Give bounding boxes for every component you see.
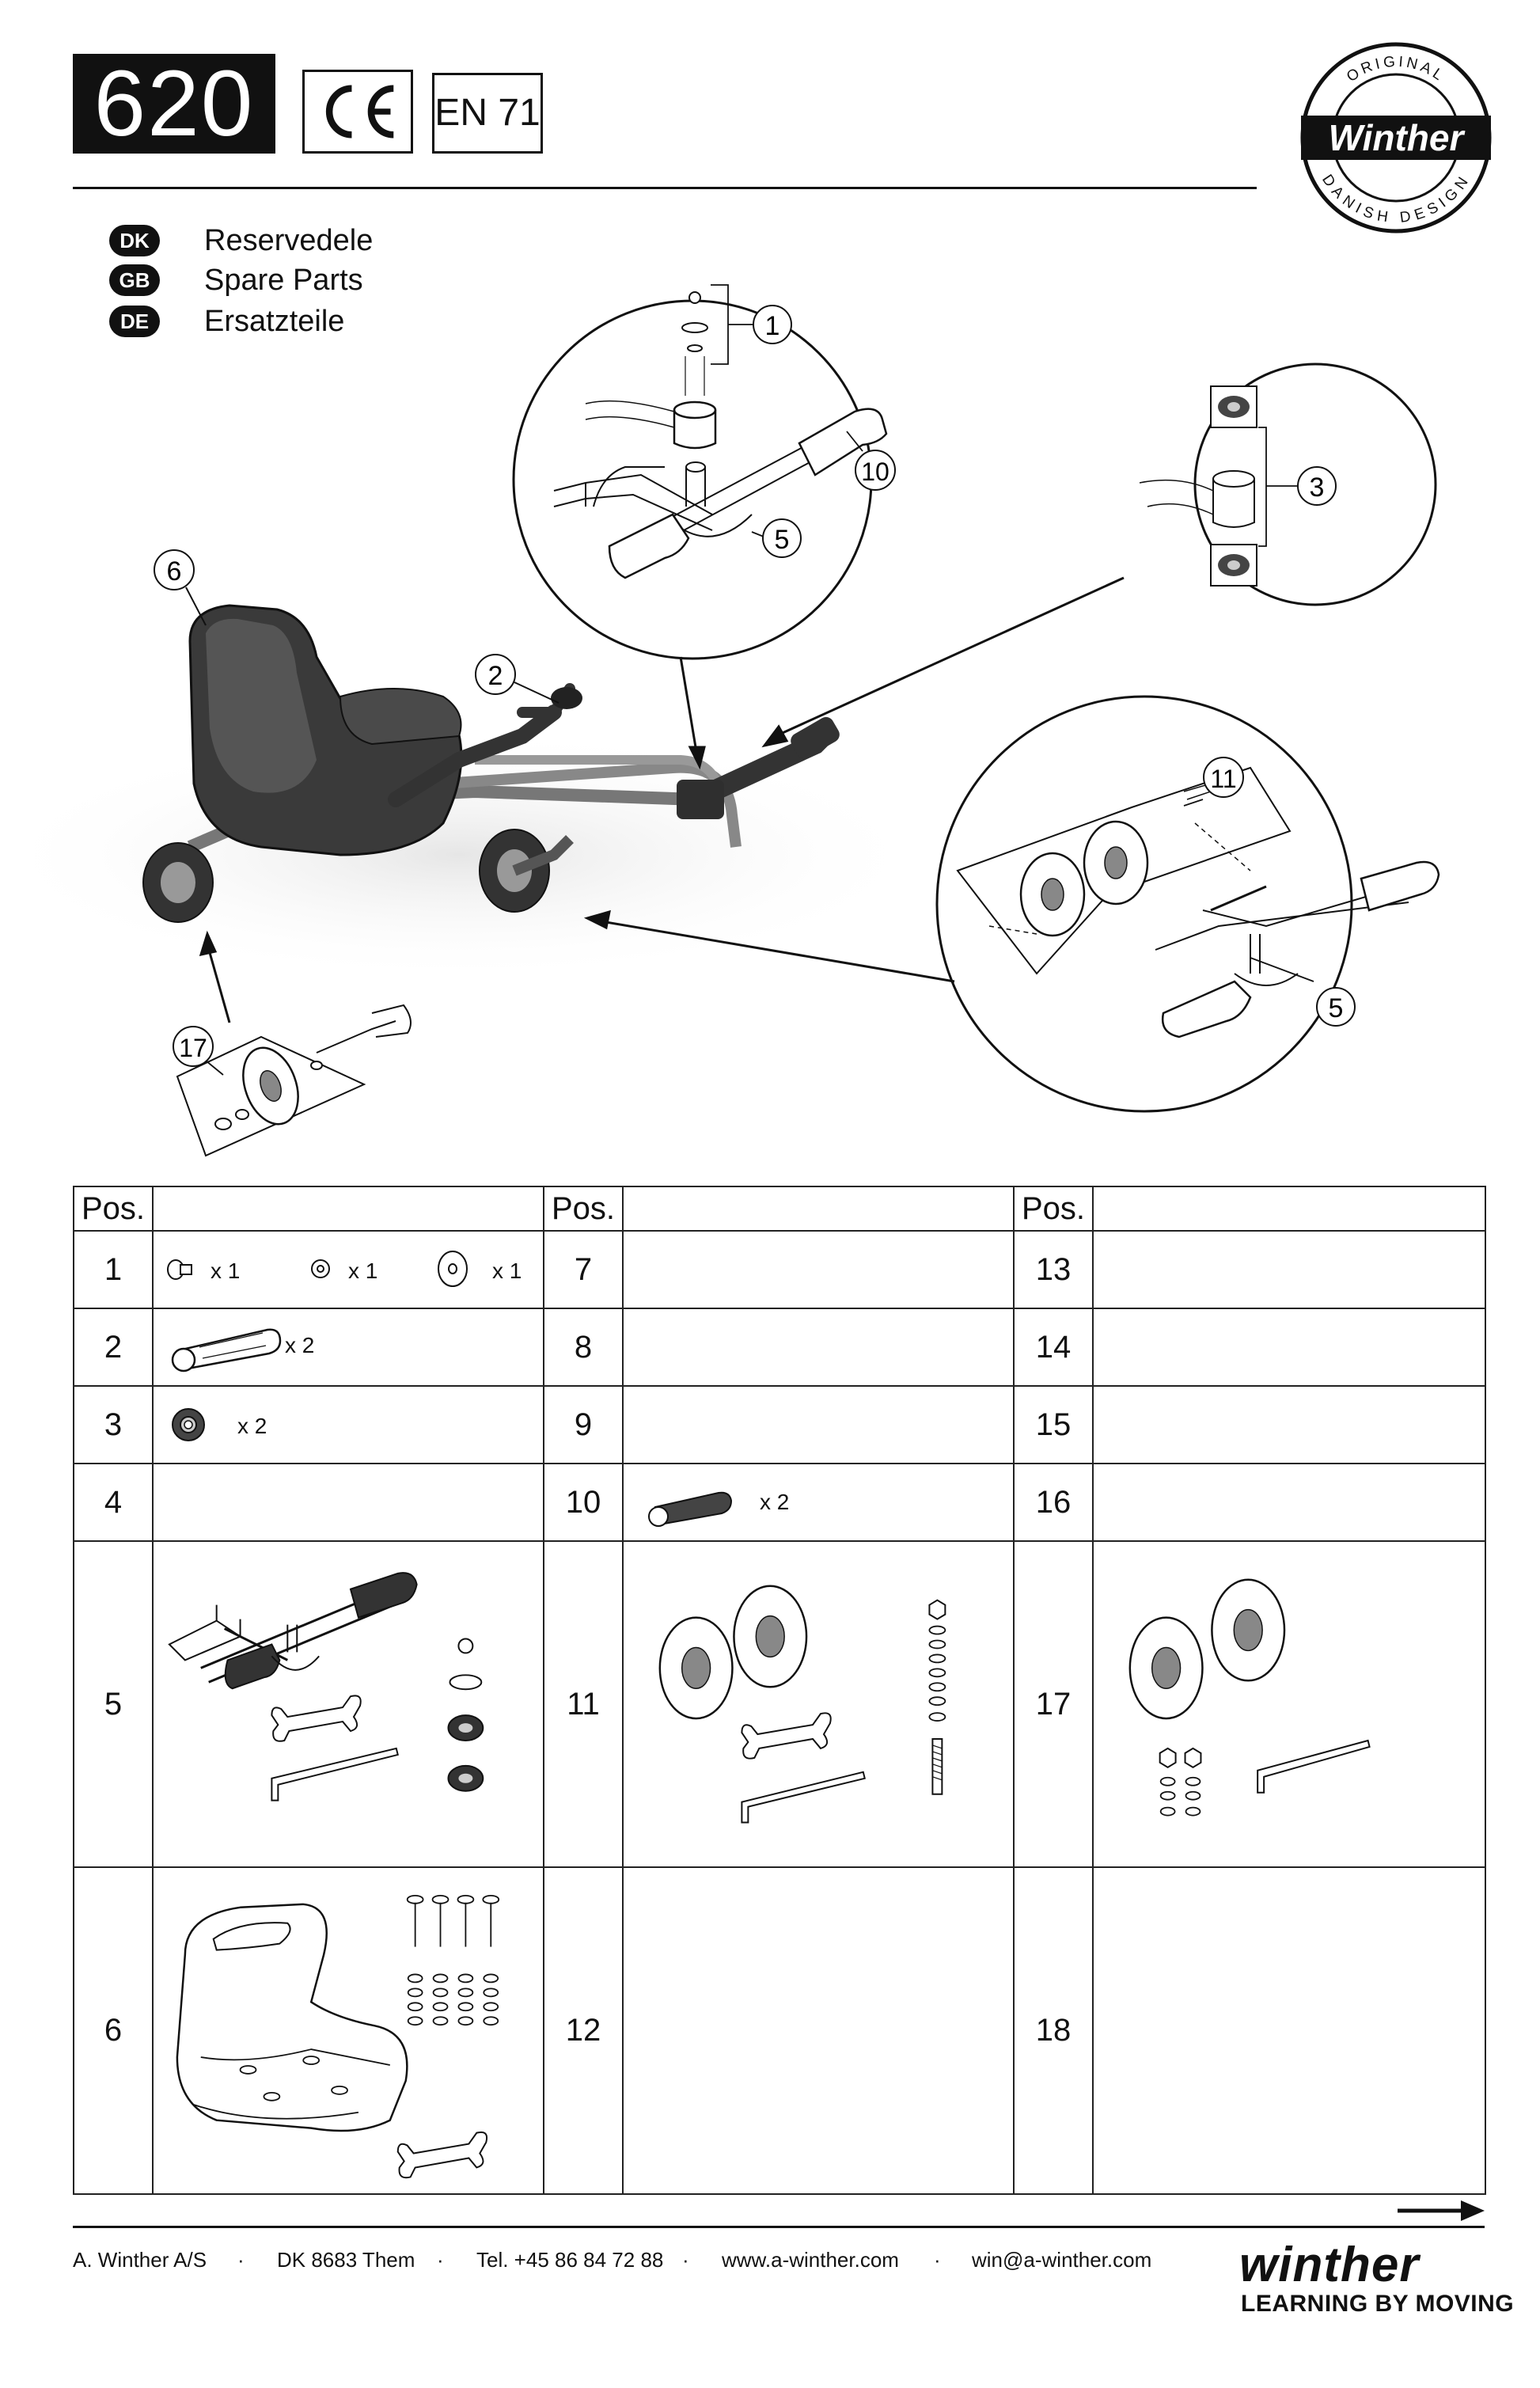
pos-number: 7 xyxy=(544,1231,623,1308)
detail-rear-wheel xyxy=(173,1005,411,1156)
part-14-cell xyxy=(1093,1308,1485,1386)
footer-phone: Tel. +45 86 84 72 88 xyxy=(476,2248,664,2272)
lang-label: Spare Parts xyxy=(204,263,363,297)
table-header-row xyxy=(74,1186,1485,1231)
svg-text:17: 17 xyxy=(179,1034,207,1062)
pos-header: Pos. xyxy=(544,1186,623,1231)
part-3-cell xyxy=(153,1386,544,1464)
handle-grip-icon xyxy=(168,1323,283,1372)
part-5-cell xyxy=(153,1541,544,1867)
model-number: 620 xyxy=(73,54,275,154)
floor-shadow xyxy=(0,728,934,981)
pos-header: Pos. xyxy=(1014,1186,1093,1231)
part-8-cell xyxy=(623,1308,1014,1386)
footer-website-link[interactable]: www.a-winther.com xyxy=(722,2248,899,2272)
qty-label: x 1 xyxy=(211,1259,241,1283)
footer-address: DK 8683 Them xyxy=(277,2248,415,2272)
svg-text:ORIGINAL xyxy=(1344,54,1448,85)
header-divider xyxy=(73,187,1257,189)
footer-divider xyxy=(73,2226,1485,2228)
pos-number: 12 xyxy=(544,1867,623,2193)
part-1-cell xyxy=(153,1231,544,1308)
qty-label: x 1 xyxy=(348,1259,378,1283)
svg-text:6: 6 xyxy=(166,556,182,587)
part-12-cell xyxy=(623,1867,1014,2193)
brand-logo: winther xyxy=(1239,2238,1420,2292)
seal-top-text: ORIGINAL xyxy=(1344,53,1449,86)
callout-2 xyxy=(476,655,559,703)
detail-circle-bearings xyxy=(1140,364,1436,605)
pos-number: 15 xyxy=(1014,1386,1093,1464)
screw-icon xyxy=(165,1255,196,1284)
part-15-cell xyxy=(1093,1386,1485,1464)
part-2-cell xyxy=(153,1308,544,1386)
handlebar-grip-icon xyxy=(646,1486,734,1528)
pos-number: 18 xyxy=(1014,1867,1093,2193)
rear-wheel-kit-icon xyxy=(1094,1542,1485,1866)
ce-mark-icon xyxy=(305,72,411,151)
ce-mark xyxy=(302,70,413,154)
detail-circle-steering xyxy=(514,285,895,659)
table-row xyxy=(74,1867,1485,2193)
pos-number: 11 xyxy=(544,1541,623,1867)
part-16-cell xyxy=(1093,1464,1485,1541)
brand-tagline: LEARNING BY MOVING xyxy=(1241,2291,1515,2317)
footer-separator: · xyxy=(237,2248,245,2272)
svg-text:10: 10 xyxy=(861,457,889,486)
seal-bottom-text: DANISH DESIGN xyxy=(1318,172,1474,226)
pos-number: 17 xyxy=(1014,1541,1093,1867)
callout-5 xyxy=(763,519,801,557)
part-13-cell xyxy=(1093,1231,1485,1308)
svg-text:5: 5 xyxy=(1328,993,1344,1023)
pos-number: 5 xyxy=(74,1541,153,1867)
table-row xyxy=(74,1308,1485,1386)
callout-6 xyxy=(154,550,206,625)
table-row xyxy=(74,1386,1485,1464)
footer-separator: · xyxy=(682,2248,689,2272)
lang-badge: DK xyxy=(109,225,160,256)
part-11-cell xyxy=(623,1541,1014,1867)
part-6-cell xyxy=(153,1867,544,2193)
callout-11 xyxy=(1204,757,1243,797)
table-row xyxy=(74,1231,1485,1308)
pos-number: 13 xyxy=(1014,1231,1093,1308)
footer-separator: · xyxy=(437,2248,444,2272)
svg-text:11: 11 xyxy=(1210,765,1237,793)
pos-number: 4 xyxy=(74,1464,153,1541)
callout-1 xyxy=(753,306,791,344)
pos-number: 10 xyxy=(544,1464,623,1541)
seal-brand: Winther xyxy=(1328,117,1464,158)
footer-email-link[interactable]: win@a-winther.com xyxy=(972,2248,1152,2272)
spare-parts-table xyxy=(73,1186,1486,2195)
footer-separator: · xyxy=(934,2248,941,2272)
callout-3 xyxy=(1298,467,1336,505)
callout-5-front xyxy=(1317,988,1355,1026)
seat-kit-icon xyxy=(154,1868,543,2192)
qty-label: x 1 xyxy=(492,1259,522,1283)
qty-label: x 2 xyxy=(237,1414,267,1438)
svg-text:3: 3 xyxy=(1309,473,1325,503)
qty-label: x 2 xyxy=(760,1490,790,1514)
front-wheel-kit-icon xyxy=(624,1542,1013,1866)
lang-badge: DE xyxy=(109,306,160,337)
next-page-arrow-icon xyxy=(1398,2197,1485,2224)
pos-number: 9 xyxy=(544,1386,623,1464)
desc-header xyxy=(1093,1186,1485,1231)
pos-number: 1 xyxy=(74,1231,153,1308)
qty-label: x 2 xyxy=(285,1333,315,1357)
part-18-cell xyxy=(1093,1867,1485,2193)
pos-header: Pos. xyxy=(74,1186,153,1231)
steering-kit-icon xyxy=(154,1542,543,1866)
disc-washer-icon xyxy=(435,1249,470,1289)
washer-icon xyxy=(309,1257,332,1281)
ball-bearing-icon xyxy=(169,1406,207,1444)
pos-number: 3 xyxy=(74,1386,153,1464)
svg-text:1: 1 xyxy=(764,311,780,341)
desc-header xyxy=(153,1186,544,1231)
exploded-view-diagram xyxy=(0,190,1540,1203)
footer-company: A. Winther A/S xyxy=(73,2248,207,2272)
table-row xyxy=(74,1541,1485,1867)
part-17-cell xyxy=(1093,1541,1485,1867)
pos-number: 8 xyxy=(544,1308,623,1386)
table-row xyxy=(74,1464,1485,1541)
desc-header xyxy=(623,1186,1014,1231)
part-7-cell xyxy=(623,1231,1014,1308)
detail-circle-front-wheels xyxy=(937,697,1439,1111)
callout-17 xyxy=(173,1027,213,1066)
pos-number: 2 xyxy=(74,1308,153,1386)
lang-label: Ersatzteile xyxy=(204,304,345,338)
svg-text:2: 2 xyxy=(487,661,503,691)
lang-label: Reservedele xyxy=(204,223,374,257)
lang-badge: GB xyxy=(109,264,160,296)
standard-label: EN 71 xyxy=(432,73,543,154)
pos-number: 14 xyxy=(1014,1308,1093,1386)
part-9-cell xyxy=(623,1386,1014,1464)
part-4-cell xyxy=(153,1464,544,1541)
pos-number: 16 xyxy=(1014,1464,1093,1541)
callout-10 xyxy=(855,450,895,490)
pos-number: 6 xyxy=(74,1867,153,2193)
part-10-cell xyxy=(623,1464,1014,1541)
svg-text:5: 5 xyxy=(774,525,790,555)
